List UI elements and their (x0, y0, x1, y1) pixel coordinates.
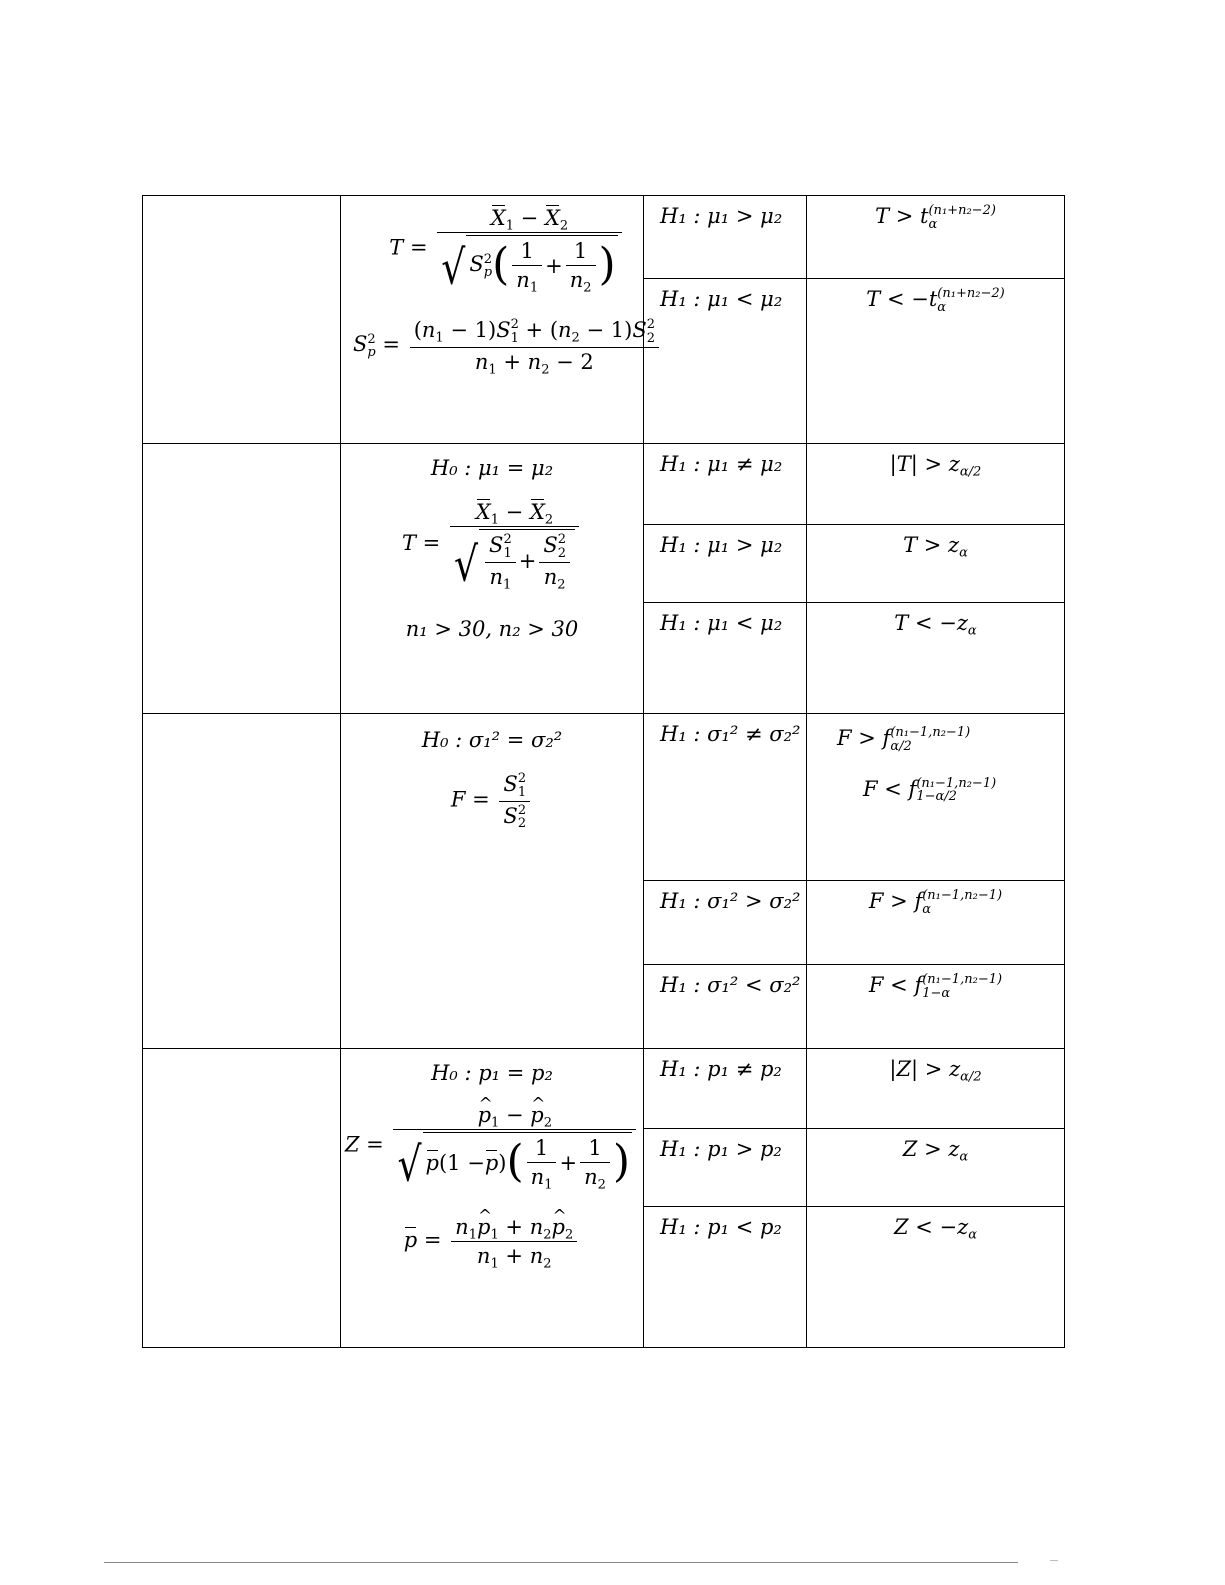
alt-hypothesis-1a: H₁ : μ₁ > μ₂ (644, 196, 807, 279)
alt-hypothesis-2a: H₁ : μ₁ ≠ μ₂ (644, 444, 807, 525)
alt-hypothesis-4a: H₁ : p₁ ≠ p₂ (644, 1049, 807, 1129)
critical-region-1a: T > t (n₁+n₂−2) α (807, 196, 1065, 279)
null-hypothesis-2: H₀ : μ₁ = μ₂ (430, 456, 554, 480)
critical-region-4b: $Z > z_\alpha$ (807, 1129, 1065, 1207)
alt-hypothesis-3a: H₁ : σ₁² ≠ σ₂² (644, 714, 807, 881)
statistic-cell-2 (341, 444, 644, 714)
z-statistic-proportions-formula: Z = ^ $p_1$ − ^ $p_2$ √ p (1 − p ) ( $\frac{1}{n_1}$ + $\frac{1}{n_2}$ ) (341, 1103, 643, 1189)
critical-region-3a-upper: F > f (n₁−1,n₂−1) α/2 (837, 725, 971, 754)
critical-region-2a: $|T| > z_{\alpha/2}$ (807, 444, 1065, 525)
critical-region-2b: $T > z_\alpha$ (807, 525, 1065, 603)
critical-region-3b: F > f (n₁−1,n₂−1) α (807, 881, 1065, 965)
alt-hypothesis-2c: H₁ : μ₁ < μ₂ (644, 603, 807, 714)
critical-region-4a: $|Z| > z_{\alpha/2}$ (807, 1049, 1065, 1129)
hypothesis-test-table (142, 195, 1065, 1348)
statistic-cell-1 (341, 196, 655, 444)
alt-hypothesis-2b: H₁ : μ₁ > μ₂ (644, 525, 807, 603)
statistic-cell-3 (341, 714, 644, 1049)
alt-hypothesis-4b: H₁ : p₁ > p₂ (644, 1129, 807, 1207)
critical-region-2c: $T < -z_\alpha$ (807, 603, 1065, 714)
alt-hypothesis-3c: H₁ : σ₁² < σ₂² (644, 965, 807, 1049)
critical-region-3a-lower: F < f (n₁−1,n₂−1) 1−α/2 (863, 776, 997, 805)
sample-size-condition: n₁ > 30, n₂ > 30 (405, 616, 579, 641)
z-statistic-means-formula: T = $X_1 - X_2$ √ S 2 1 $n_1$ + S 2 2 $n_2$ (341, 500, 643, 589)
footer-rule (104, 1562, 1018, 1563)
pooled-proportion-formula: p = $\frac{n_1\^{} p_1 + n_2\^{} p_2}{n_1 + n_2}$ (341, 1215, 643, 1268)
null-hypothesis-4: H₀ : p₁ = p₂ (431, 1061, 553, 1085)
critical-region-3c: F < f (n₁−1,n₂−1) 1−α (807, 965, 1065, 1049)
critical-region-4c: $Z < -z_\alpha$ (807, 1207, 1065, 1348)
test-name-cell-3 (143, 714, 341, 1049)
alt-hypothesis-1b: H₁ : μ₁ < μ₂ (644, 279, 807, 444)
f-statistic-formula: F = S 2 1 S 2 2 (341, 772, 643, 830)
statistic-cell-4 (341, 1049, 644, 1348)
test-name-cell-4 (143, 1049, 341, 1348)
alt-hypothesis-3b: H₁ : σ₁² > σ₂² (644, 881, 807, 965)
t-statistic-formula: T = $X_1 - X_2$ √ S 2 p ( $\frac{1}{n_1}$ + $\frac{1}{n_2}$ ) (371, 196, 643, 292)
pooled-variance-formula: S 2 p = $(n_1 - 1)S$ 2 1 + $(n_2 - 1)S$ 2 2 $n_1 + n_2 - 2$ (341, 318, 643, 374)
test-name-cell-1 (143, 196, 341, 444)
footer-tick (1050, 1560, 1058, 1561)
null-hypothesis-3: H₀ : σ₁² = σ₂² (421, 728, 563, 752)
critical-region-1b: T < −t (n₁+n₂−2) α (807, 279, 1065, 444)
alt-hypothesis-4c: H₁ : p₁ < p₂ (644, 1207, 807, 1348)
test-name-cell-2 (143, 444, 341, 714)
critical-region-3a (807, 714, 1065, 881)
